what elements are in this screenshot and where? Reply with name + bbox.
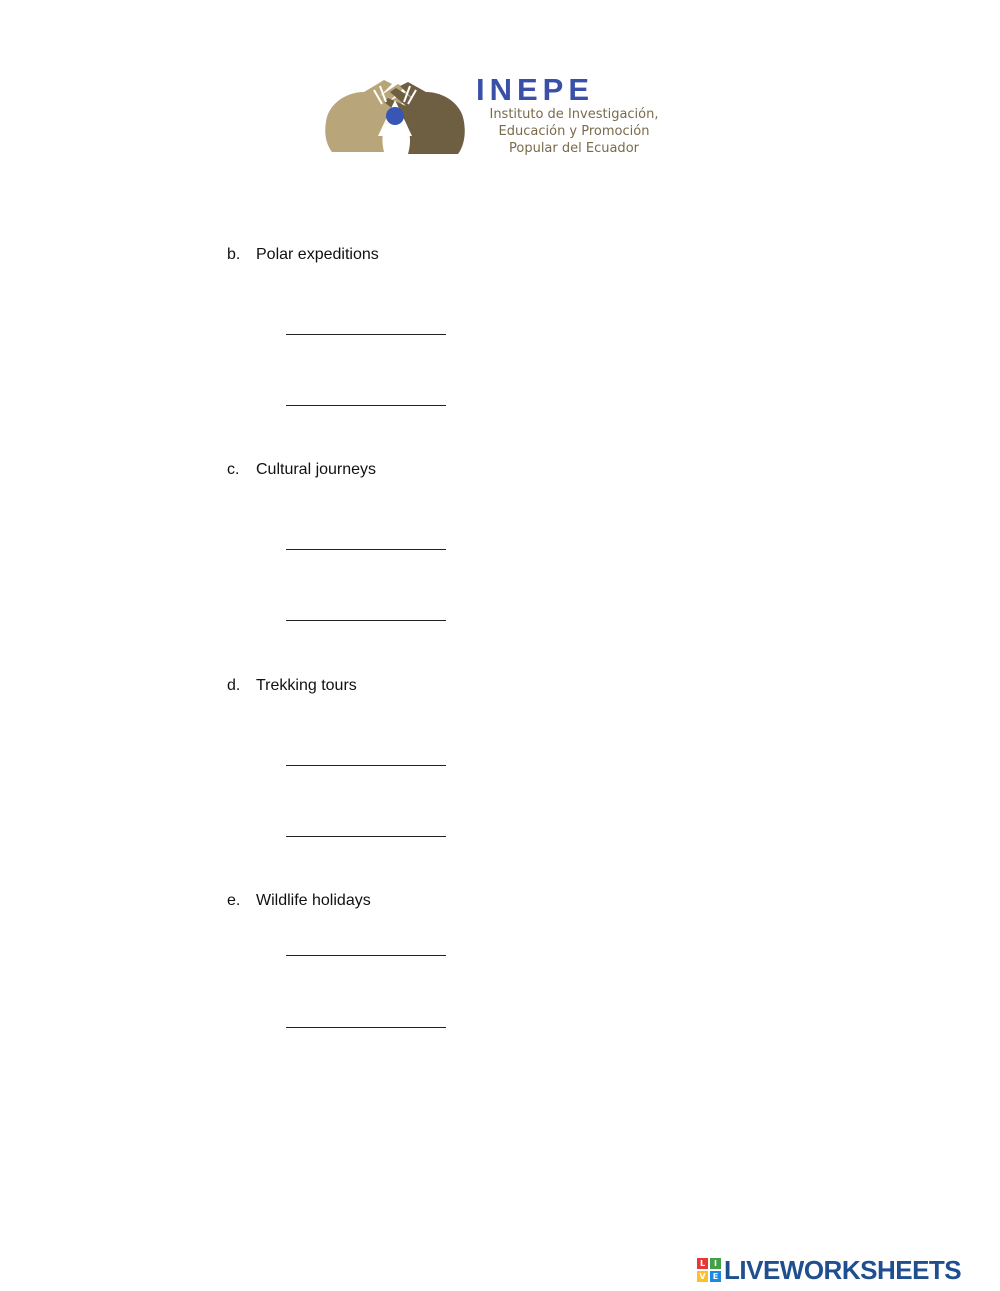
item-letter: b. [227,246,241,263]
logo-block: E [710,1271,721,1282]
item-label: Cultural journeys [256,461,377,478]
item-letter: d. [227,677,241,694]
logo-subtitle-line: Instituto de Investigación, [489,107,659,122]
item-letter: c. [227,461,240,478]
item-label: Wildlife holidays [256,892,371,909]
liveworksheets-brand[interactable] [697,1256,993,1284]
logo-subtitle-line: Educación y Promoción [498,124,650,139]
liveworksheets-logo-icon [697,1258,721,1282]
answer-blank[interactable] [286,765,446,766]
brand-text: LIVEWORKSHEETS [724,1255,962,1285]
answer-blank[interactable] [286,620,446,621]
answer-blank[interactable] [286,955,446,956]
logo-wordmark [474,74,684,160]
logo-block: I [710,1258,721,1269]
answer-blank[interactable] [286,1027,446,1028]
item-letter: e. [227,892,241,909]
worksheet-item [227,891,371,911]
answer-blank[interactable] [286,836,446,837]
answer-blank[interactable] [286,549,446,550]
answer-blank[interactable] [286,334,446,335]
item-label: Polar expeditions [256,246,379,263]
inepe-logo [322,74,682,160]
worksheet-item [227,460,376,480]
logo-block: V [697,1271,708,1282]
logo-block: L [697,1258,708,1269]
hands-logo-icon [322,74,468,160]
worksheet-item [227,676,357,696]
logo-subtitle-line: Popular del Ecuador [509,141,639,156]
item-label: Trekking tours [256,677,357,694]
worksheet-item [227,245,379,265]
logo-title: INEPE [476,72,595,107]
answer-blank[interactable] [286,405,446,406]
